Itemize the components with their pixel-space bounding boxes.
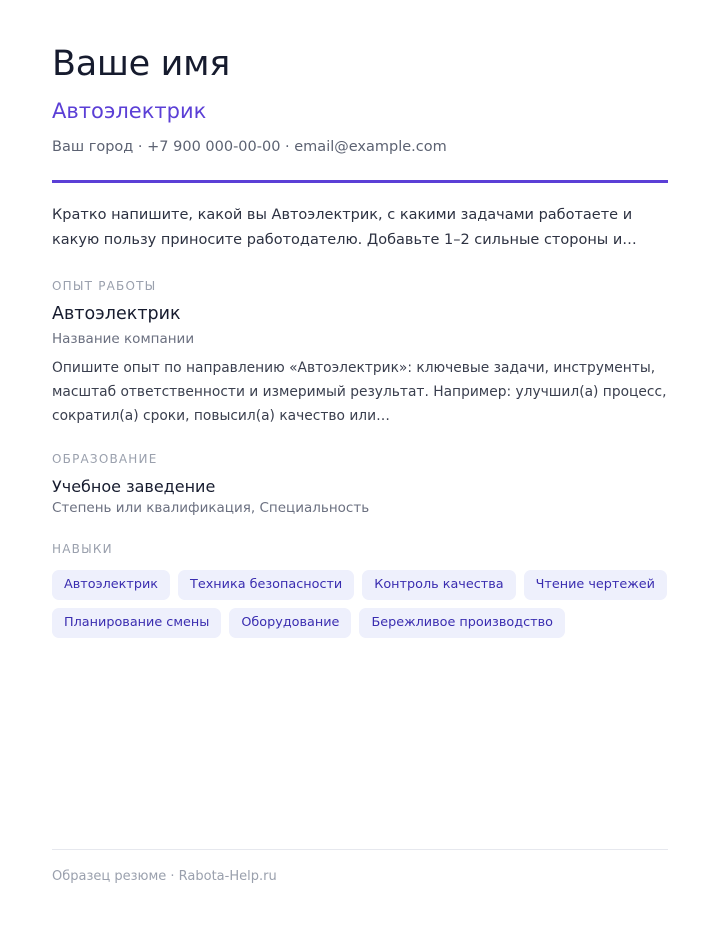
skill-chip: Техника безопасности <box>178 570 354 600</box>
contact-line: Ваш город · +7 900 000-00-00 · email@example.com <box>52 139 447 155</box>
skill-chip: Планирование смены <box>52 608 221 638</box>
footer-text: Образец резюме · Rabota-Help.ru <box>52 869 277 884</box>
company-name: Название компании <box>52 331 195 347</box>
skill-chip: Бережливое производство <box>359 608 565 638</box>
job-description: Опишите опыт по направлению «Автоэлектрик»: ключевые задачи, инструменты, масштаб ответственности и измеримый результат. Например: улучшил(а) процесс, сократил(а) сроки, повысил(а) качество или… <box>52 360 667 424</box>
skill-chip: Чтение чертежей <box>524 570 667 600</box>
skill-chip: Оборудование <box>229 608 351 638</box>
job-title: Автоэлектрик <box>52 304 181 324</box>
candidate-name: Ваше имя <box>52 44 230 84</box>
skill-chip: Автоэлектрик <box>52 570 170 600</box>
header-divider <box>52 180 668 183</box>
skills-section-title: НАВЫКИ <box>52 542 113 556</box>
skills-list <box>52 570 668 638</box>
education-details: Степень или квалификация, Специальность <box>52 500 370 516</box>
candidate-role: Автоэлектрик <box>52 99 207 123</box>
footer-divider <box>52 849 668 850</box>
education-institution: Учебное заведение <box>52 477 216 496</box>
skill-chip: Контроль качества <box>362 570 515 600</box>
education-section-title: ОБРАЗОВАНИЕ <box>52 452 158 466</box>
experience-section-title: ОПЫТ РАБОТЫ <box>52 279 157 293</box>
summary-text: Кратко напишите, какой вы Автоэлектрик, с какими задачами работаете и какую пользу приносите работодателю. Добавьте 1–2 сильные стороны и… <box>52 207 637 248</box>
